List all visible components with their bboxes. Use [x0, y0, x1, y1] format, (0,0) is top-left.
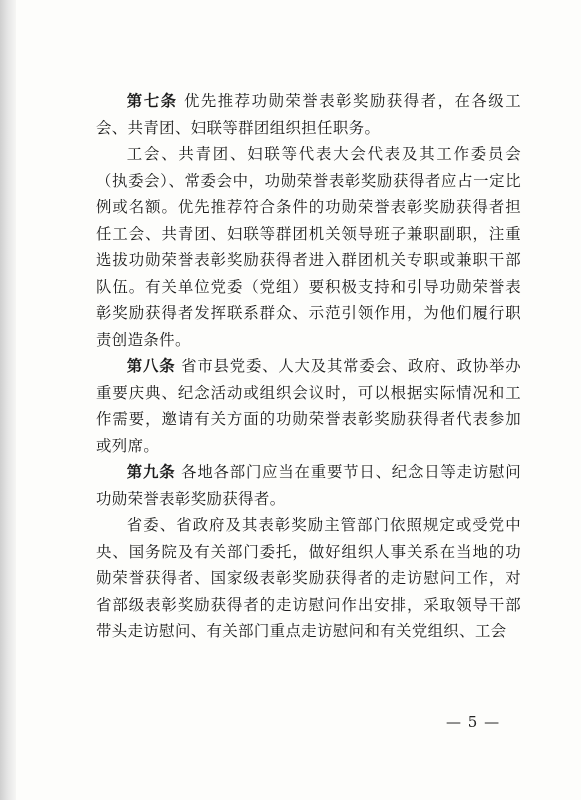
- article-9-heading: 第九条: [126, 463, 176, 481]
- article-7-text: 优先推荐功勋荣誉表彰奖励获得者，在各级工会、共青团、妇联等群团组织担任职务。: [96, 92, 522, 137]
- article-7-detail-text: 工会、共青团、妇联等代表大会代表及其工作委员会（执委会）、常委会中，功勋荣誉表彰奖励获得者应占一定比例或名额。优先推荐符合条件的功勋荣誉表彰奖励获得者担任工会、共青团、妇联等群团机关领导班子兼职副职，注重选拔功勋荣誉表彰奖励获得者进入群团机关专职或兼职干部队伍。有关单位党委（党组）要积极支持和引导功勋荣誉表彰奖励获得者发挥联系群众、示范引领作用，为他们履行职责创造条件。: [96, 145, 521, 349]
- article-7-heading: 第七条: [126, 92, 178, 110]
- article-8-text: 省市县党委、人大及其常委会、政府、政协举办重要庆典、纪念活动或组织会议时，可以根据实际情况和工作需要，邀请有关方面的功勋荣誉表彰奖励获得者代表参加或列席。: [96, 357, 521, 455]
- page-number: — 5 —: [446, 713, 501, 731]
- article-8-heading: 第八条: [126, 357, 176, 375]
- scan-binding-edge: [0, 0, 16, 800]
- article-9-paragraph: [96, 459, 521, 512]
- article-9-detail-paragraph: [96, 512, 521, 645]
- article-7-paragraph: [96, 88, 521, 141]
- article-9-detail-text: 省委、省政府及其表彰奖励主管部门依照规定或受党中央、国务院及有关部门委托，做好组织人事关系在当地的功勋荣誉获得者、国家级表彰奖励获得者的走访慰问工作，对省部级表彰奖励获得者的走访慰问作出安排，采取领导干部带头走访慰问、有关部门重点走访慰问和有关党组织、工会: [96, 516, 521, 640]
- article-8-paragraph: [96, 353, 521, 459]
- article-7-detail-paragraph: [96, 141, 521, 353]
- article-9-text: 各地各部门应当在重要节日、纪念日等走访慰问功勋荣誉表彰奖励获得者。: [96, 463, 521, 508]
- body-text: [96, 88, 521, 645]
